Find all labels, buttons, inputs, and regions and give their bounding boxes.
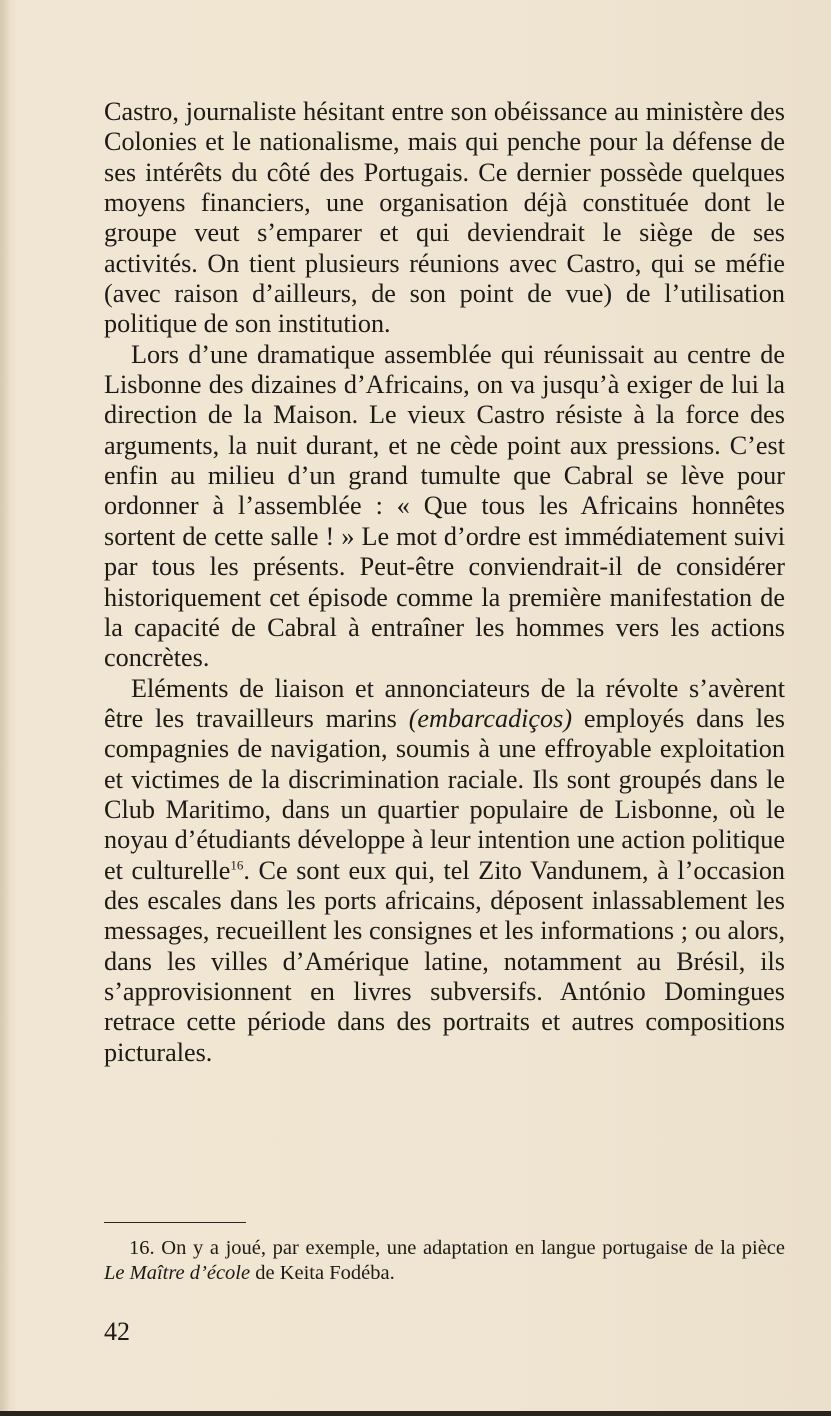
footnote-text-after: de Keita Fodéba. bbox=[250, 1262, 395, 1284]
paragraph-3 bbox=[104, 674, 785, 1068]
paragraph-3-part-1: Eléments de liaison et annonciateurs de la révolte s’avèrent être les travailleurs marins bbox=[104, 673, 785, 733]
footnote-reference: 16 bbox=[230, 856, 244, 872]
paragraph-3-part-2: employés dans les compagnies de navigation, soumis à une effroyable exploitation et victimes de la discrimination raciale. Ils sont groupés dans le Club Maritimo, dans un quartier populaire de Lisbonne, où le noyau d’étudiants développe à leur intention une action politique et culturelle bbox=[104, 703, 785, 885]
footnote-text-before: On y a joué, par exemple, une adaptation en langue portugaise de la pièce bbox=[154, 1237, 785, 1259]
paragraph-3-italic-term: (embarcadiços) bbox=[408, 703, 573, 733]
footnote-title: Le Maître d’école bbox=[104, 1262, 251, 1284]
main-text bbox=[104, 97, 785, 1068]
paragraph-2: Lors d’une dramatique assemblée qui réunissait au centre de Lisbonne des dizaines d’Africains, on va jusqu’à exiger de lui la direction de la Maison. Le vieux Castro résiste à la force des arguments, la nuit durant, et ne cède point aux pressions. C’est enfin au milieu d’un grand tumulte que Cabral se lève pour ordonner à l’assemblée : « Que tous les Africains honnêtes sortent de cette salle ! » Le mot d’ordre est immédiatement suivi par tous les présents. Peut-être conviendrait-il de considérer historiquement cet épisode comme la première manifestation de la capacité de Cabral à entraîner les hommes vers les actions concrètes. bbox=[104, 339, 785, 673]
footnote-separator bbox=[104, 1222, 246, 1223]
page-number: 42 bbox=[104, 1317, 130, 1346]
footnote bbox=[104, 1236, 785, 1286]
binding-shadow bbox=[0, 0, 10, 1416]
paragraph-1: Castro, journaliste hésitant entre son obéissance au ministère des Colonies et le nationalisme, mais qui penche pour la défense de ses intérêts du côté des Portugais. Ce dernier possède quelques moyens financiers, une organisation déjà constituée dont le groupe veut s’emparer et qui deviendrait le siège de ses activités. On tient plusieurs réunions avec Castro, qui se méfie (avec raison d’ailleurs, de son point de vue) de l’utilisation politique de son institution. bbox=[104, 97, 785, 339]
footnote-number: 16. bbox=[129, 1237, 155, 1259]
paragraph-3-part-3: . Ce sont eux qui, tel Zito Vandunem, à l’occasion des escales dans les ports africains, déposent inlassablement les messages, recueillent les consignes et les informations ; ou alors, dans les villes d’Amérique latine, notamment au Brésil, ils s’approvisionnent en livres subversifs. António Domingues retrace cette période dans des portraits et autres compositions picturales. bbox=[104, 855, 786, 1067]
page-bottom-edge bbox=[0, 1411, 831, 1416]
